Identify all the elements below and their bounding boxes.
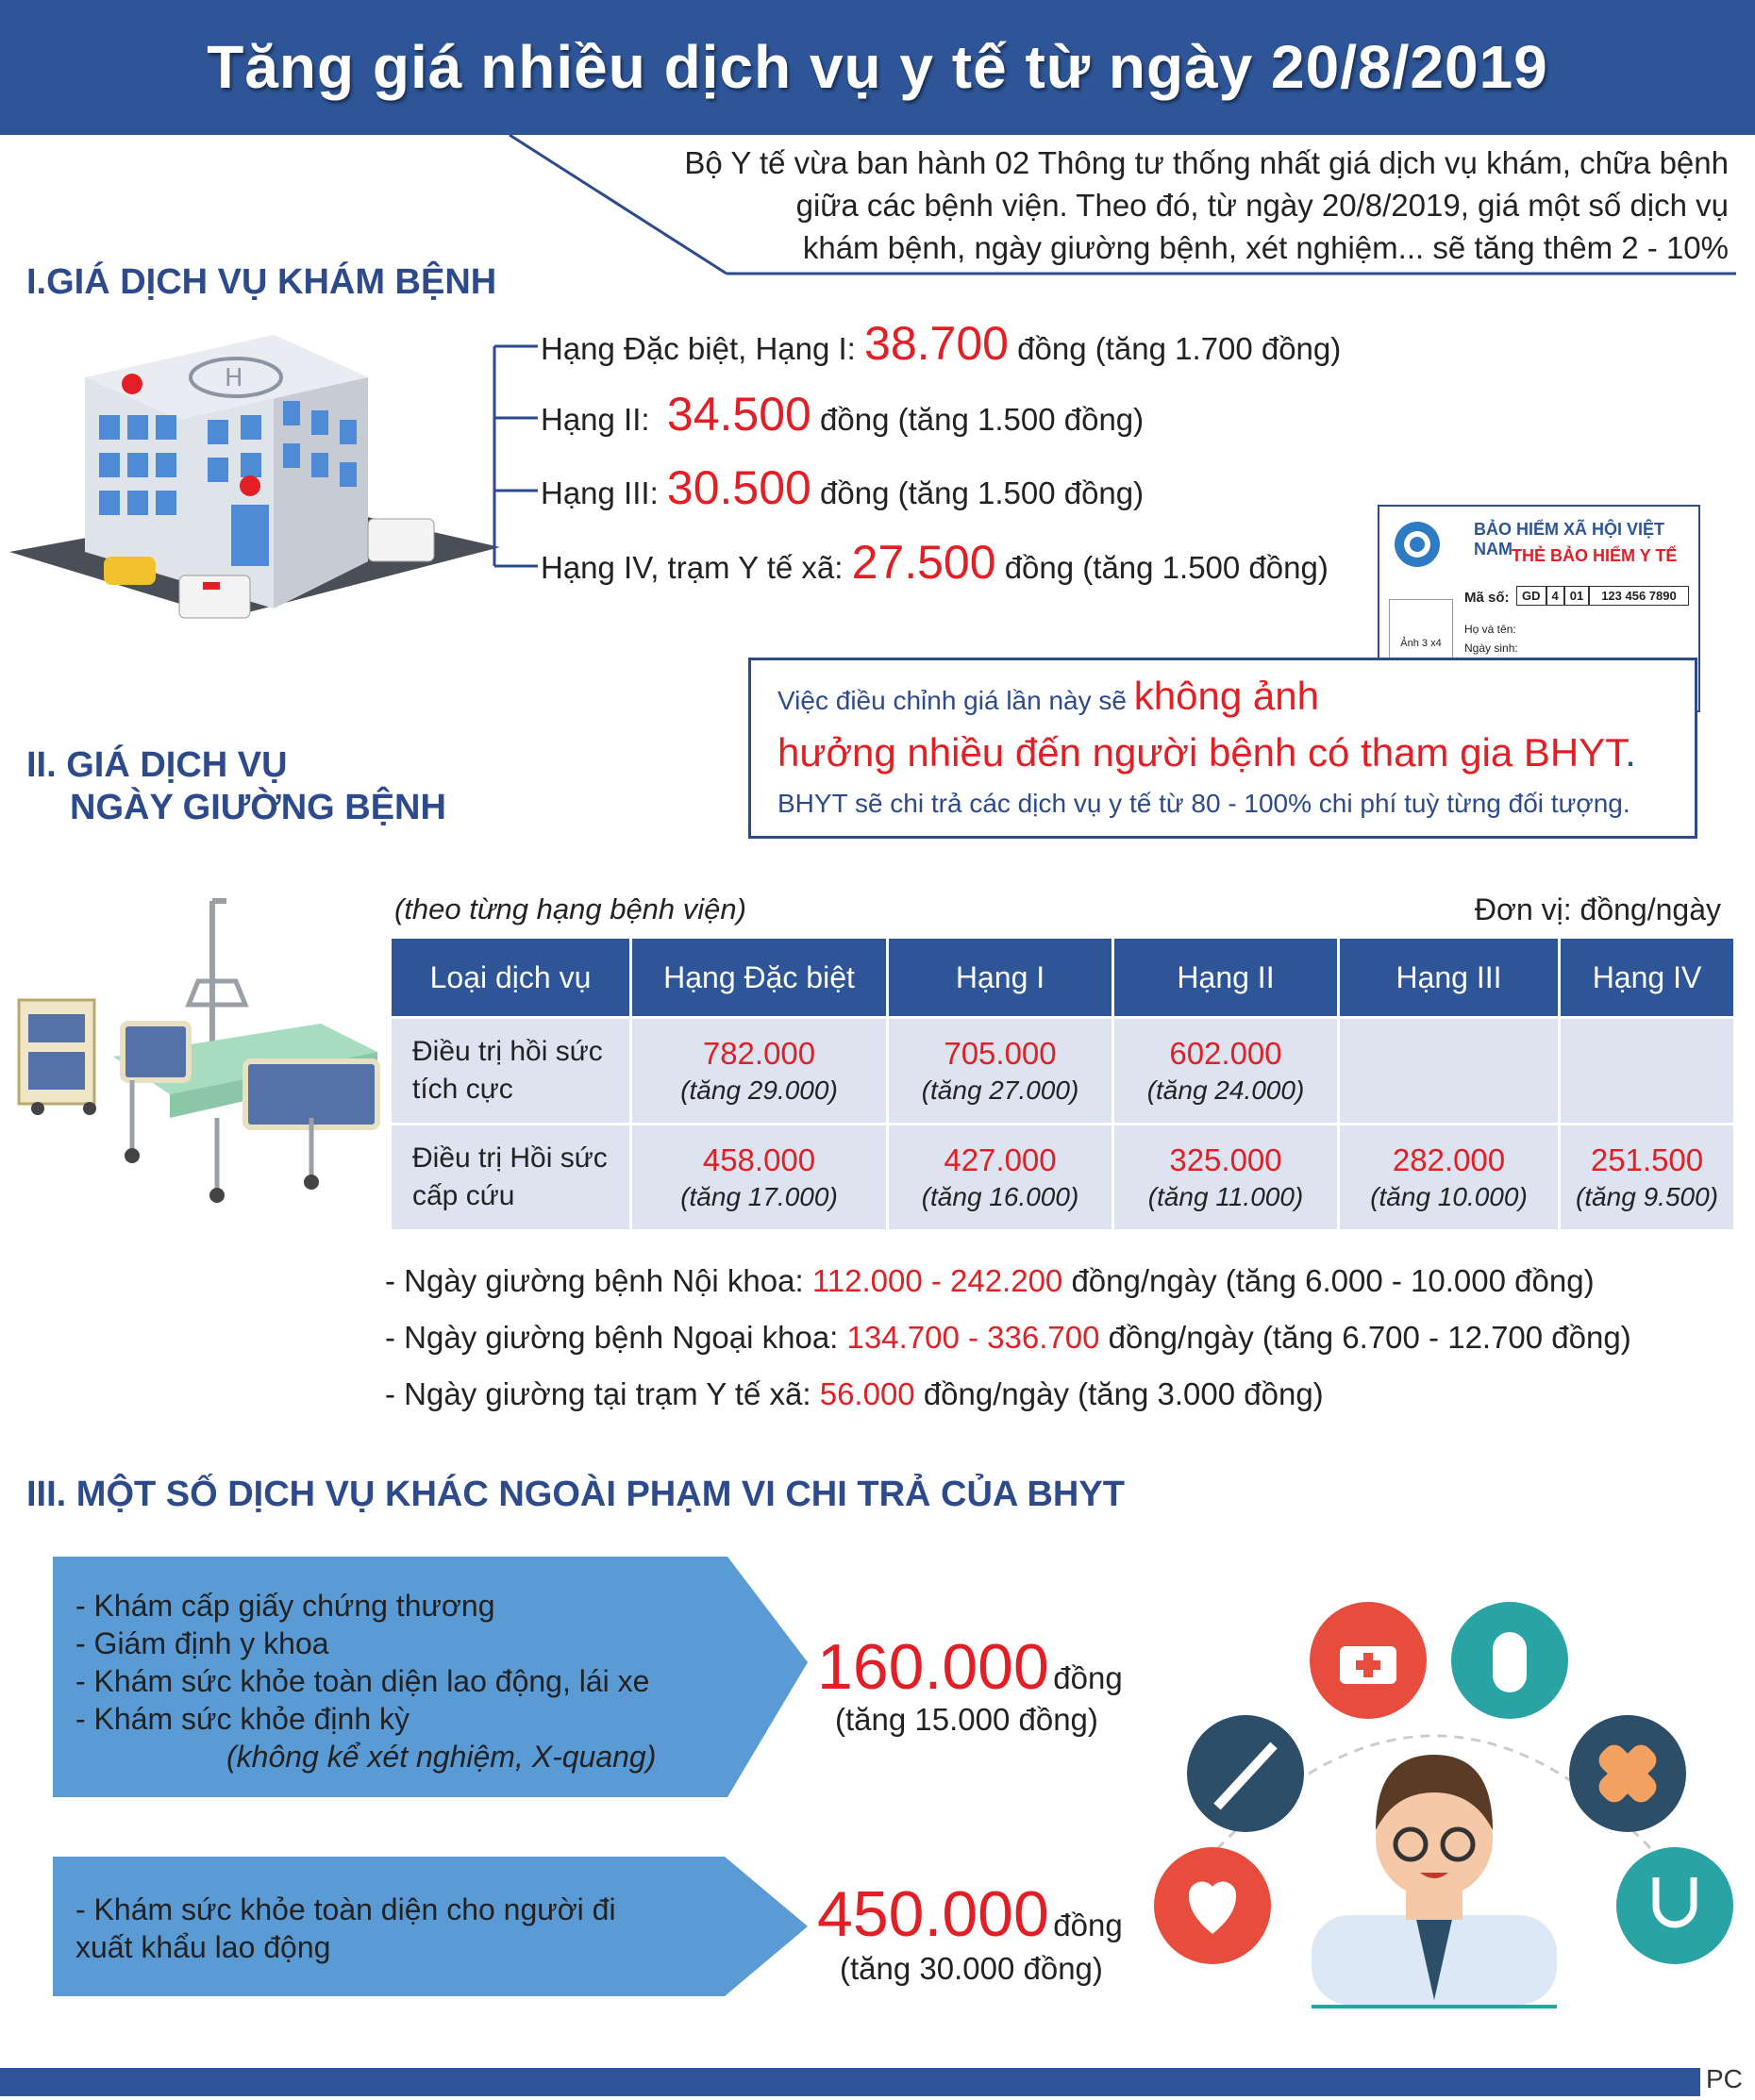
footer-bar <box>0 2068 1700 2096</box>
row-label: Điều trị hồi sức tích cực <box>392 1019 629 1123</box>
hospital-bed-illustration <box>9 892 387 1212</box>
hospital-illustration <box>9 325 500 646</box>
column-header: Hạng Đặc biệt <box>632 939 886 1016</box>
insurance-card: BẢO HIỂM XÃ HỘI VIỆT NAM THẺ BẢO HIỂM Y TẾ Mã số: GD 4 01 123 456 7890 Ảnh 3 x4 Họ và tên: Ngày sinh: <box>1378 505 1700 712</box>
price-450000-increase: (tăng 30.000 đồng) <box>840 1951 1103 1986</box>
table-cell: 602.000 (tăng 24.000) <box>1114 1019 1337 1123</box>
table-cell <box>1561 1019 1733 1123</box>
row-label: Điều trị Hồi sức cấp cứu <box>392 1125 629 1229</box>
table-row <box>392 1125 1733 1229</box>
price-450000: 450.000 đồng <box>817 1878 1123 1950</box>
intro-text: Bộ Y tế vừa ban hành 02 Thông tư thống nhất giá dịch vụ khám, chữa bệnh giữa các bệnh viện. Theo đó, từ ngày 20/8/2019, giá một số dịch vụ khám bệnh, ngày giường bệnh, xét nghiệm... sẽ tăng thêm 2 - 10% <box>684 145 1729 265</box>
table-cell: 427.000 (tăng 16.000) <box>889 1125 1112 1229</box>
arrow-box-1-text: - Khám cấp giấy chứng thương - Giám định y khoa - Khám sức khỏe toàn diện lao động, lái xe - Khám sức khỏe định kỳ (không kể xét nghiệm, X-quang) <box>75 1589 657 1774</box>
card-fields: Họ và tên: Ngày sinh: <box>1464 623 1518 655</box>
tariff-item: Hạng III: 30.500 đồng (tăng 1.500 đồng) <box>541 461 1145 514</box>
column-header: Hạng I <box>889 939 1112 1016</box>
table-cell <box>1340 1019 1558 1123</box>
table-caption: (theo từng hạng bệnh viện) <box>394 892 746 925</box>
table-cell: 782.000 (tăng 29.000) <box>632 1019 886 1123</box>
bed-price-line: - Ngày giường tại trạm Y tế xã: 56.000 đồng/ngày (tăng 3.000 đồng) <box>385 1376 1324 1411</box>
bed-price-line: - Ngày giường bệnh Nội khoa: 112.000 - 242.200 đồng/ngày (tăng 6.000 - 10.000 đồng) <box>385 1263 1595 1298</box>
section3-title: III. MỘT SỐ DỊCH VỤ KHÁC NGOÀI PHẠM VI CHI TRẢ CỦA BHYT <box>26 1475 1125 1514</box>
tariff-bracket <box>491 335 547 580</box>
arrow-box-2-text: - Khám sức khỏe toàn diện cho người đi xuất khẩu lao động <box>75 1892 616 1964</box>
svg-text:H: H <box>225 364 243 392</box>
stethoscope-icon <box>1616 1847 1733 1964</box>
column-header: Hạng II <box>1114 939 1337 1016</box>
table-cell: 251.500 (tăng 9.500) <box>1561 1125 1733 1229</box>
table-cell: 282.000 (tăng 10.000) <box>1340 1125 1558 1229</box>
price-160000-increase: (tăng 15.000 đồng) <box>835 1702 1098 1737</box>
bhyt-note-box: Việc điều chỉnh giá lần này sẽ không ảnh hưởng nhiều đến người bệnh có tham gia BHYT. BHYT sẽ chi trả các dịch vụ y tế từ 80 - 100% chi phí tuỳ từng đối tượng. <box>748 658 1697 839</box>
bed-price-table <box>389 936 1736 1232</box>
section2-title: II. GIÁ DỊCH VỤ <box>26 745 288 785</box>
card-photo: Ảnh 3 x4 <box>1389 599 1453 695</box>
bhxh-logo-icon <box>1393 520 1442 569</box>
tariff-item: Hạng IV, trạm Y tế xã: 27.500 đồng (tăng 1.500 đồng) <box>541 536 1329 589</box>
bed-price-line: - Ngày giường bệnh Ngoại khoa: 134.700 - 336.700 đồng/ngày (tăng 6.700 - 12.700 đồng) <box>385 1320 1631 1355</box>
section2-subtitle: NGÀY GIƯỜNG BỆNH <box>70 788 446 827</box>
table-cell: 705.000 (tăng 27.000) <box>889 1019 1112 1123</box>
doctor-illustration <box>1151 1594 1736 2009</box>
table-header-row <box>392 939 1733 1016</box>
price-160000: 160.000 đồng <box>817 1631 1123 1703</box>
footer-credit: PC <box>1706 2064 1743 2093</box>
section1-title: I.GIÁ DỊCH VỤ KHÁM BỆNH <box>26 262 497 302</box>
column-header: Hạng IV <box>1561 939 1733 1016</box>
table-cell: 458.000 (tăng 17.000) <box>632 1125 886 1229</box>
card-code: GD 4 01 123 456 7890 <box>1516 586 1689 606</box>
table-row <box>392 1019 1733 1123</box>
tariff-item: Hạng Đặc biệt, Hạng I: 38.700 đồng (tăng 1.700 đồng) <box>541 317 1342 370</box>
page-title: Tăng giá nhiều dịch vụ y tế từ ngày 20/8/2019 <box>207 33 1548 101</box>
column-header: Hạng III <box>1340 939 1558 1016</box>
column-header: Loại dịch vụ <box>392 939 629 1016</box>
tariff-item: Hạng II: 34.500 đồng (tăng 1.500 đồng) <box>541 388 1145 441</box>
table-unit: Đơn vị: đồng/ngày <box>1474 892 1721 926</box>
table-cell: 325.000 (tăng 11.000) <box>1114 1125 1337 1229</box>
